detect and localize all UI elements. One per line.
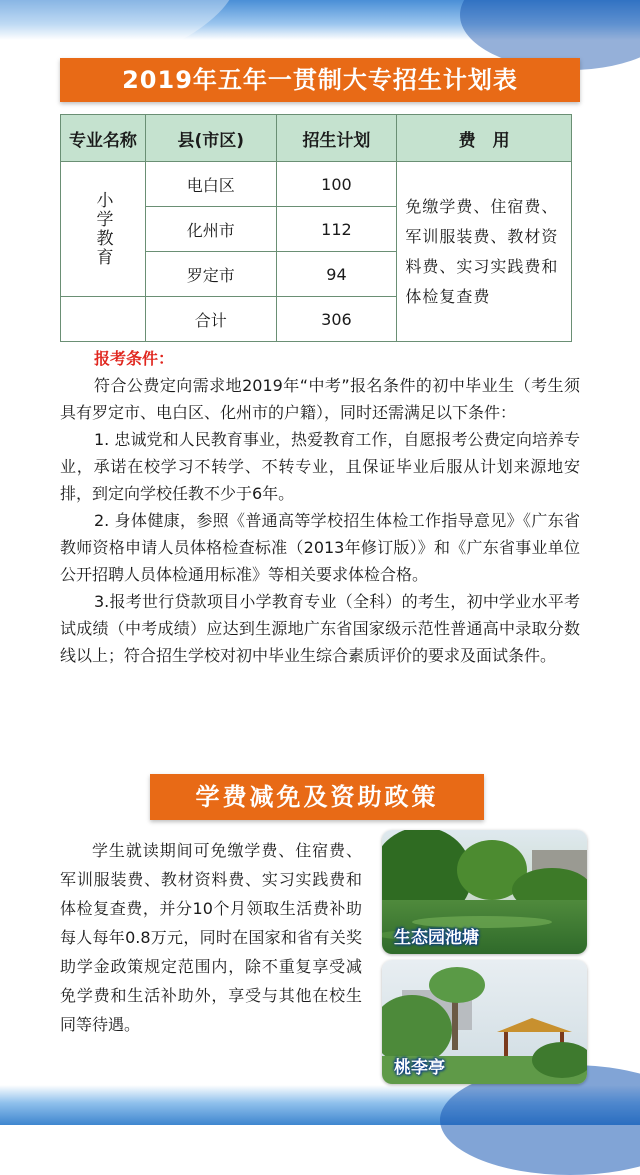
photo-caption-pavilion: 桃李亭: [394, 1058, 445, 1078]
plan-cell: 94: [276, 252, 397, 297]
major-cell: [61, 162, 146, 297]
header-county: 县(市区): [145, 115, 276, 162]
table-row: [61, 162, 572, 207]
conditions-section: [60, 345, 580, 669]
total-label: 合计: [145, 297, 276, 342]
conditions-intro: 符合公费定向需求地2019年“中考”报名条件的初中毕业生（考生须具有罗定市、电白区、化州市的户籍），同时还需满足以下条件：: [60, 376, 580, 422]
plan-cell: 100: [276, 162, 397, 207]
county-cell: 罗定市: [145, 252, 276, 297]
plan-title-banner: 2019年五年一贯制大专招生计划表: [60, 58, 580, 102]
header-plan: 招生计划: [276, 115, 397, 162]
county-cell: 电白区: [145, 162, 276, 207]
empty-cell: [61, 297, 146, 342]
conditions-title: 报考条件：: [94, 349, 175, 368]
aid-title-banner: 学费减免及资助政策: [150, 774, 484, 820]
condition-item-1: 1. 忠诚党和人民教育事业，热爱教育工作，自愿报考公费定向培养专业，承诺在校学习不转学、不转专业，且保证毕业后服从计划来源地安排，到定向学校任教不少于6年。: [60, 430, 580, 503]
aid-paragraph: 学生就读期间可免缴学费、住宿费、军训服装费、教材资料费、实习实践费和体检复查费，并分10个月领取生活费补助每人每年0.8万元，同时在国家和省有关奖助学金政策规定范围内，除不重复享受减免学费和生活补助外，享受与其他在校生同等待遇。: [60, 841, 362, 1034]
table-header-row: [61, 115, 572, 162]
aid-policy-text: [60, 836, 362, 1039]
photo-pavilion: [382, 960, 587, 1084]
county-cell: 化州市: [145, 207, 276, 252]
photo-pond: [382, 830, 587, 954]
header-fee: 费 用: [397, 115, 572, 162]
header-major: 专业名称: [61, 115, 146, 162]
photo-caption-pond: 生态园池塘: [394, 928, 479, 948]
plan-cell: 112: [276, 207, 397, 252]
fee-cell: 免缴学费、住宿费、军训服装费、教材资料费、实习实践费和体检复查费: [397, 162, 572, 342]
condition-item-2: 2. 身体健康，参照《普通高等学校招生体检工作指导意见》《广东省教师资格申请人员体格检查标准（2013年修订版）》和《广东省事业单位公开招聘人员体检通用标准》等相关要求体检合格。: [60, 511, 580, 584]
total-value: 306: [276, 297, 397, 342]
enrollment-plan-table: [60, 114, 572, 342]
major-name: 小学教育: [92, 191, 113, 267]
condition-item-3: 3.报考世行贷款项目小学教育专业（全科）的考生，初中学业水平考试成绩（中考成绩）应达到生源地广东省国家级示范性普通高中录取分数线以上；符合招生学校对初中毕业生综合素质评价的要求及面试条件。: [60, 592, 580, 665]
